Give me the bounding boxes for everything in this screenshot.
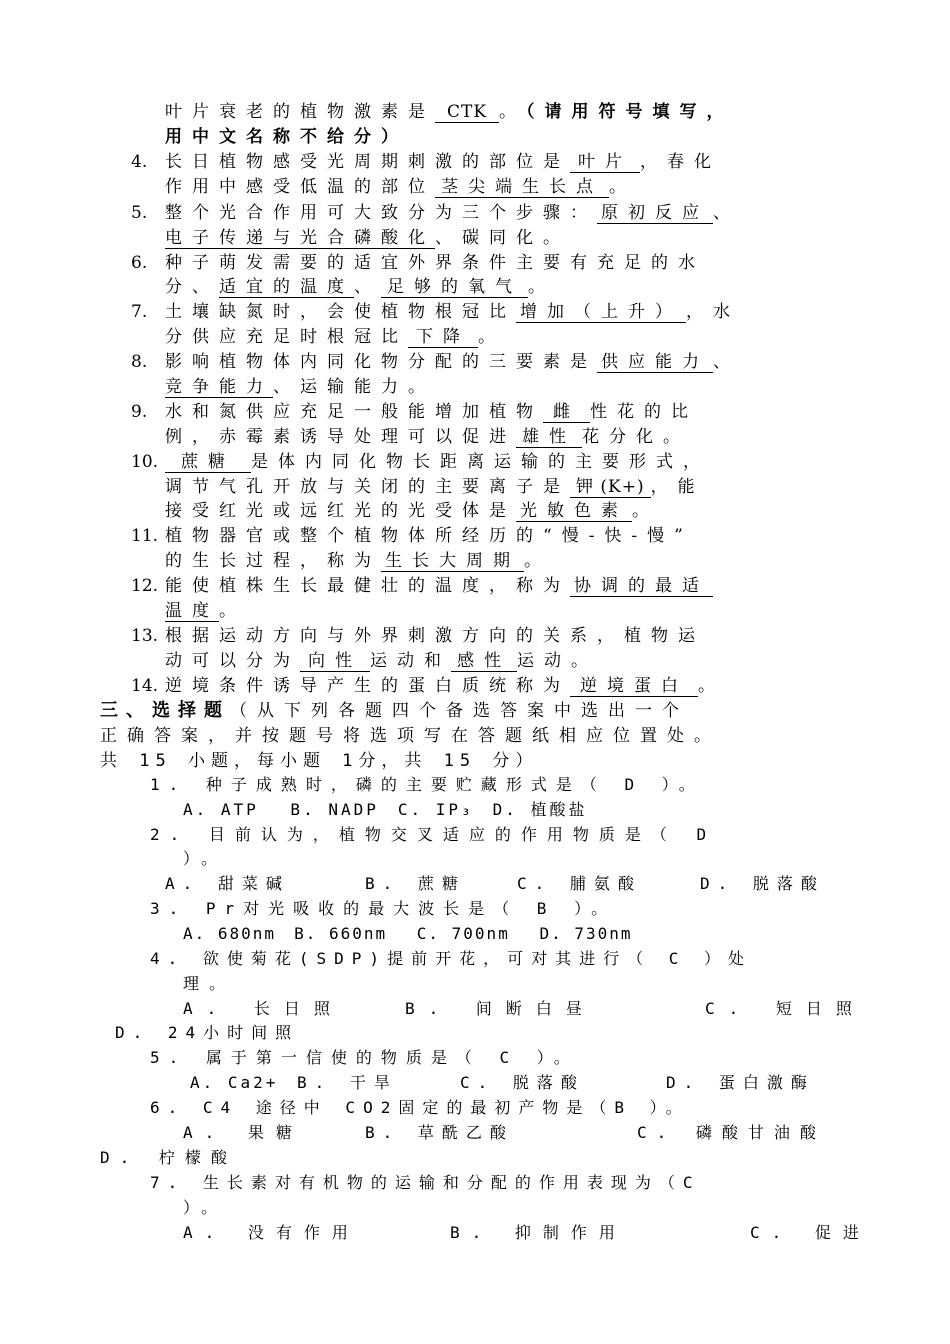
mc-q3-options: A. 680nm B. 660nm C. 700nm D. 730nm xyxy=(183,924,633,943)
mc-q2-option-c: C. 脯氨酸 xyxy=(517,874,642,893)
question-number: 8. xyxy=(131,352,148,372)
fill-q10-line2: 调节气孔开放与关闭的主要离子是 钾 (K+) ，能 xyxy=(165,477,705,497)
answer-blank: 感性 xyxy=(451,652,517,672)
mc-q5-option-c: C. 脱落酸 xyxy=(460,1073,585,1092)
question-number: 13. xyxy=(131,626,159,646)
fill-q4-line2: 作用中感受低温的部位 茎尖端生长点 。 xyxy=(165,177,636,197)
section-desc-line2: 正确答案，并按题号将选项写在答题纸相应位置处。 xyxy=(100,726,721,746)
answer-blank: 竞争能力 xyxy=(165,377,273,397)
fill-q6-line1: 种子萌发需要的适宜外界条件主要有充足的水 xyxy=(165,253,705,273)
fill-q5-line2: 电子传递与光合磷酸化、碳同化。 xyxy=(165,228,570,248)
answer-blank: CTK xyxy=(435,103,499,123)
mc-q4-option-d: D. 24小时间照 xyxy=(115,1023,300,1042)
answer-blank: 原初反应 xyxy=(597,204,713,224)
answer-blank: 下降 xyxy=(408,328,478,348)
section-title: 三、选择题（从下列各题四个备选答案中选出一个 xyxy=(100,700,689,721)
mc-q2-stem: 2. 目前认为，植物交叉适应的作用物质是（ D xyxy=(150,825,717,844)
answer-blank: 协调的最适 xyxy=(570,577,713,597)
answer-blank: 雌 xyxy=(543,403,590,423)
fill-q12-line2: 温度。 xyxy=(165,601,246,621)
mc-q1-stem: 1. 种子成熟时，磷的主要贮藏形式是（ D ）。 xyxy=(150,775,704,794)
fill-q9-line1: 水和氮供应充足一般能增加植物 雌 性花的比 xyxy=(165,402,698,422)
fill-q6-line2: 分、适宜的温度、 足够的氧气 。 xyxy=(165,277,555,297)
mc-q2-stem-cont: ）。 xyxy=(183,849,228,868)
fill-q8-line1: 影响植物体内同化物分配的三要素是 供应能力 、 xyxy=(165,352,740,372)
section-desc-line3: 共 15 小题，每小题 1分，共 15 分） xyxy=(100,751,539,771)
mc-q4-option-c: C. 短日照 xyxy=(705,999,866,1018)
answer-blank: 逆境蛋白 xyxy=(570,677,698,697)
mc-q4-stem-cont: 理。 xyxy=(183,974,236,993)
question-number: 5. xyxy=(131,203,148,223)
fill-q12-line1: 能使植株生长最健壮的温度，称为 协调的最适 xyxy=(165,576,713,597)
question-number: 11. xyxy=(131,526,159,546)
mc-q7-option-a: A. 没有作用 xyxy=(183,1223,360,1242)
fill-q5-line1: 整个光合作用可大致分为三个步骤： 原初反应 、 xyxy=(165,203,740,223)
fill-q8-line2: 竞争能力、运输能力。 xyxy=(165,377,435,397)
answer-blank: 茎尖端生长点 xyxy=(435,178,609,198)
mc-q6-stem: 6. C4 途径中 CO2固定的最初产物是（B ）。 xyxy=(150,1098,690,1117)
fill-q7-line2: 分供应充足时根冠比 下降 。 xyxy=(165,327,505,347)
mc-q7-option-b: B. 抑制作用 xyxy=(450,1223,627,1242)
fill-q7-line1: 土壤缺氮时，会使植物根冠比 增加（上升） ，水 xyxy=(165,302,740,322)
question-number: 14. xyxy=(131,676,159,696)
mc-q5-option-d: D. 蛋白激酶 xyxy=(666,1073,815,1092)
question-number: 10. xyxy=(131,452,159,472)
mc-q6-option-b: B. 草酰乙酸 xyxy=(365,1123,514,1142)
answer-blank: 向性 xyxy=(300,652,370,672)
mc-q7-stem: 7. 生长素对有机物的运输和分配的作用表现为（C xyxy=(150,1173,701,1192)
fill-q11-line1: 植物器官或整个植物体所经历的“慢-快-慢” xyxy=(165,526,693,546)
fill-q10-line3: 接受红光或远红光的光受体是 光敏色素 。 xyxy=(165,501,659,521)
mc-q7-option-c: C. 促进 xyxy=(750,1223,871,1242)
mc-q6-option-d: D. 柠檬酸 xyxy=(100,1148,237,1167)
answer-blank: 叶片 xyxy=(570,153,640,173)
mc-q2-option-b: B. 蔗糖 xyxy=(365,874,466,893)
mc-q4-option-a: A. 长日照 xyxy=(183,999,344,1018)
fill-q10-line1: 蔗糖 是体内同化物长距离运输的主要形式， xyxy=(165,452,710,473)
fill-q3-line1: 叶片衰老的植物激素是 CTK 。（请用符号填写， xyxy=(165,102,734,122)
answer-blank: 钾 (K+) xyxy=(570,478,651,498)
mc-q4-option-b: B. 间断白昼 xyxy=(405,999,596,1018)
mc-q2-option-d: D. 脱落酸 xyxy=(700,874,825,893)
fill-q11-line2: 的生长过程，称为 生长大周期 。 xyxy=(165,551,551,571)
mc-q6-option-a: A. 果糖 xyxy=(183,1123,304,1142)
answer-blank: 蔗糖 xyxy=(165,453,251,473)
mc-q1-options: A. ATP B. NADP C. IP₃ D. 植酸盐 xyxy=(183,800,588,819)
fill-q4-line1: 长日植物感受光周期刺激的部位是 叶片 ，春化 xyxy=(165,152,721,172)
fill-q3-line2: 用中文名称不给分） xyxy=(165,127,408,147)
mc-q5-stem: 5. 属于第一信使的物质是（ C ）。 xyxy=(150,1048,579,1067)
question-number: 12. xyxy=(131,576,159,596)
mc-q5-option-a: A. Ca2+ xyxy=(190,1073,279,1092)
question-number: 6. xyxy=(131,253,148,273)
mc-q4-stem: 4. 欲使菊花(SDP)提前开花，可对其进行（ C ）处 xyxy=(150,949,752,968)
answer-blank: 足够的氧气 xyxy=(381,278,528,298)
mc-q2-option-a: A. 甜菜碱 xyxy=(165,874,290,893)
answer-blank: 增加（上升） xyxy=(516,303,686,323)
answer-blank: 生长大周期 xyxy=(381,552,524,572)
mc-q7-stem-cont: ）。 xyxy=(183,1198,228,1217)
question-number: 4. xyxy=(131,152,148,172)
question-number: 9. xyxy=(131,402,148,422)
answer-blank: 供应能力 xyxy=(597,353,713,373)
question-number: 7. xyxy=(131,302,148,322)
answer-blank: 温度 xyxy=(165,601,219,621)
answer-blank: 雄性 xyxy=(516,428,582,448)
fill-q13-line1: 根据运动方向与外界刺激方向的关系，植物运 xyxy=(165,626,705,646)
fill-q9-line2: 例，赤霉素诱导处理可以促进 雄性 花分化。 xyxy=(165,427,690,447)
mc-q3-stem: 3. Pr对光吸收的最大波长是（ B ）。 xyxy=(150,899,617,918)
answer-blank: 电子传递与光合磷酸化 xyxy=(165,228,435,248)
mc-q5-option-b: B. 干旱 xyxy=(297,1073,398,1092)
mc-q6-option-c: C. 磷酸甘油酸 xyxy=(637,1123,826,1142)
answer-blank: 光敏色素 xyxy=(516,502,632,522)
fill-q14-line1: 逆境条件诱导产生的蛋白质统称为 逆境蛋白 。 xyxy=(165,676,725,696)
answer-blank: 适宜的温度 xyxy=(219,277,354,297)
fill-q13-line2: 动可以分为 向性 运动和 感性 运动。 xyxy=(165,651,598,671)
